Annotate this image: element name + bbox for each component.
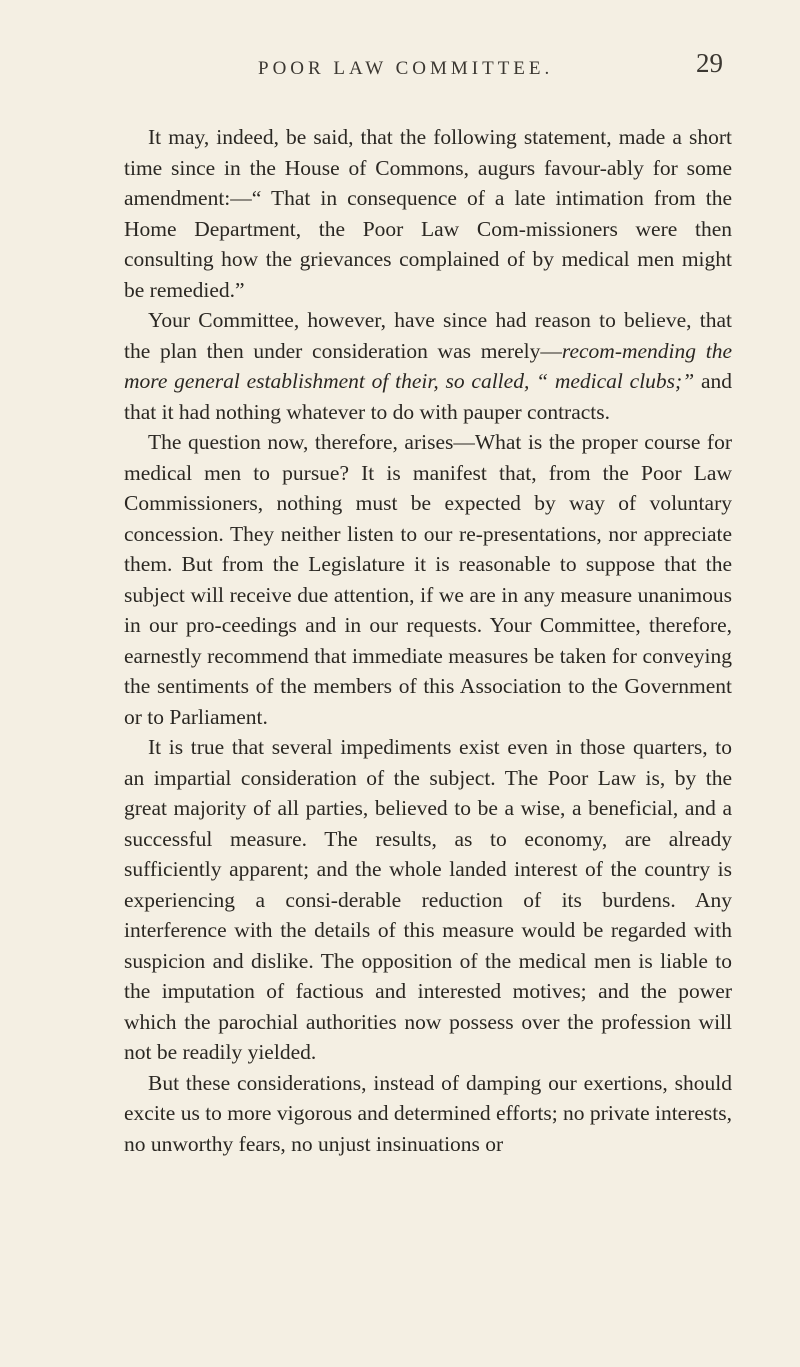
paragraph-1-text: It may, indeed, be said, that the following statement, made a short time since in the House of Commons, augurs favour-ably for some amendment:—“ That in consequence of a late intimation from the Home Department, the Poor Law Com-missioners were then consulting how the grievances complained of by medical men might be remedied.” <box>124 125 732 302</box>
running-head: POOR LAW COMMITTEE. <box>258 58 554 79</box>
paragraph-5 <box>124 1068 732 1160</box>
paragraph-2 <box>124 305 732 427</box>
body-text <box>124 122 732 1159</box>
paragraph-3 <box>124 427 732 732</box>
paragraph-2-italic-quote: recom-mending the more general establishment of their, so called, “ medical clubs;” <box>124 338 732 393</box>
paragraph-4 <box>124 732 732 1068</box>
paragraph-1 <box>124 122 732 305</box>
page-number: 29 <box>696 48 723 78</box>
paragraph-5-text: But these considerations, instead of damping our exertions, should excite us to more vigorous and determined efforts; no private interests, no unworthy fears, no unjust insinuations or <box>124 1070 733 1156</box>
paragraph-3-text: The question now, therefore, arises—What is the proper course for medical men to pursue? It is manifest that, from the Poor Law Commissioners, nothing must be expected by way of voluntary concession. They neither listen to our re-presentations, nor appreciate them. But from the Legislature it is reasonable to suppose that the subject will receive due attention, if we are in any measure unanimous in our pro-ceedings and in our requests. Your Committee, therefore, earnestly recommend that immediate measures be taken for conveying the sentiments of the members of this Association to the Government or to Parliament. <box>124 430 732 729</box>
paragraph-4-text: It is true that several impediments exist even in those quarters, to an impartial consideration of the subject. The Poor Law is, by the great majority of all parties, believed to be a wise, a beneficial, and a successful measure. The results, as to economy, are already sufficiently apparent; and the whole landed interest of the country is experiencing a consi-derable reduction of its burdens. Any interference with the details of this measure would be regarded with suspicion and dislike. The opposition of the medical men is liable to the imputation of factious and interested motives; and the power which the parochial authorities now possess over the profession will not be readily yielded. <box>124 735 732 1064</box>
paragraph-2-text-b: and that it had nothing whatever to do with pauper contracts. <box>124 369 732 424</box>
paragraph-2-text-a: Your Committee, however, have since had reason to believe, that the plan then under consideration was merely— <box>124 308 732 363</box>
